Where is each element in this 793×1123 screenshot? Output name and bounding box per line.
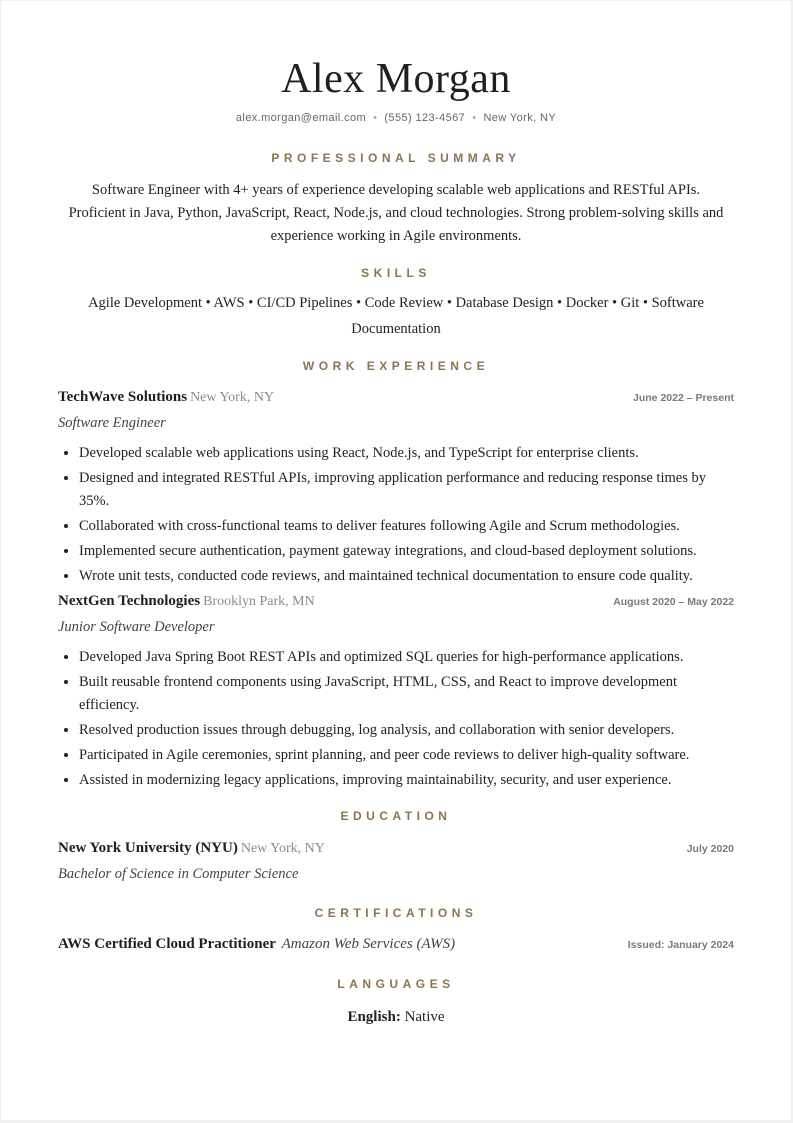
job-dates: June 2022 – Present — [633, 392, 734, 404]
certification-issued: Issued: January 2024 — [627, 939, 734, 951]
certification-issuer: Amazon Web Services (AWS) — [281, 936, 456, 952]
job-bullet: • Designed and integrated RESTful APIs, improving application performance and reducing response times by 35%. — [79, 467, 734, 513]
job-dates: August 2020 – May 2022 — [613, 596, 734, 608]
job-bullets — [58, 646, 734, 792]
certification-entry — [58, 934, 734, 955]
job-company: TechWave Solutions — [58, 389, 188, 405]
candidate-name: Alex Morgan — [281, 56, 511, 102]
education-school: New York University (NYU) — [58, 840, 238, 856]
job-location: New York, NY — [190, 390, 275, 405]
summary-text: Software Engineer with 4+ years of experience developing scalable web applications and RESTful APIs. Proficient in Java, Python, JavaScript, React, Node.js, and cloud technologies. Strong problem-solving skills and experience working in Agile environments. — [68, 182, 724, 244]
job-company: NextGen Technologies — [58, 593, 201, 609]
contact-phone: (555) 123-4567 — [384, 112, 466, 124]
contact-location: New York, NY — [483, 112, 557, 124]
education-entry — [58, 838, 734, 884]
job-bullet: • Assisted in modernizing legacy applications, improving maintainability, security, and user experience. — [79, 769, 734, 792]
certification-name: AWS Certified Cloud Practitioner — [58, 936, 276, 952]
contact-line — [58, 111, 734, 125]
job-header — [58, 387, 734, 408]
education-heading: EDUCATION — [340, 809, 452, 823]
contact-separator: • — [373, 112, 378, 124]
job-header — [58, 591, 734, 612]
job-bullet: • Implemented secure authentication, payment gateway integrations, and cloud-based deployment solutions. — [79, 540, 734, 563]
certifications-heading: CERTIFICATIONS — [314, 906, 478, 920]
language-name: English: — [347, 1009, 401, 1025]
job-title: Software Engineer — [58, 415, 166, 431]
job-bullet: • Developed Java Spring Boot REST APIs and optimized SQL queries for high-performance applications. — [79, 646, 734, 669]
language-level: Native — [404, 1009, 445, 1025]
education-location: New York, NY — [240, 841, 325, 856]
contact-separator: • — [472, 112, 477, 124]
experience-heading: WORK EXPERIENCE — [302, 359, 490, 373]
education-date: July 2020 — [686, 843, 734, 855]
education-degree: Bachelor of Science in Computer Science — [58, 866, 299, 882]
job-location: Brooklyn Park, MN — [203, 594, 315, 609]
job-bullet: • Resolved production issues through debugging, log analysis, and collaboration with senior developers. — [79, 719, 734, 742]
job-bullet: • Developed scalable web applications using React, Node.js, and TypeScript for enterprise clients. — [79, 442, 734, 465]
job-bullet: • Built reusable frontend components using JavaScript, HTML, CSS, and React to improve development efficiency. — [79, 671, 734, 717]
job-entry — [58, 591, 734, 792]
skills-heading: SKILLS — [361, 266, 431, 280]
job-bullet: • Collaborated with cross-functional teams to deliver features following Agile and Scrum methodologies. — [79, 515, 734, 538]
contact-email: alex.morgan@email.com — [235, 112, 367, 124]
job-title: Junior Software Developer — [58, 619, 215, 635]
languages-heading: LANGUAGES — [337, 977, 455, 991]
job-bullets — [58, 442, 734, 588]
resume-page — [1, 1, 791, 1120]
job-bullet: • Wrote unit tests, conducted code reviews, and maintained technical documentation to ensure code quality. — [79, 565, 734, 588]
language-entry — [58, 1007, 734, 1027]
summary-heading: PROFESSIONAL SUMMARY — [271, 151, 521, 165]
job-bullet: • Participated in Agile ceremonies, sprint planning, and peer code reviews to deliver high-quality software. — [79, 744, 734, 767]
job-entry — [58, 387, 734, 588]
skills-text: Agile Development • AWS • CI/CD Pipelines • Code Review • Database Design • Docker • Git • Software Documentation — [88, 295, 704, 337]
education-header — [58, 838, 734, 859]
